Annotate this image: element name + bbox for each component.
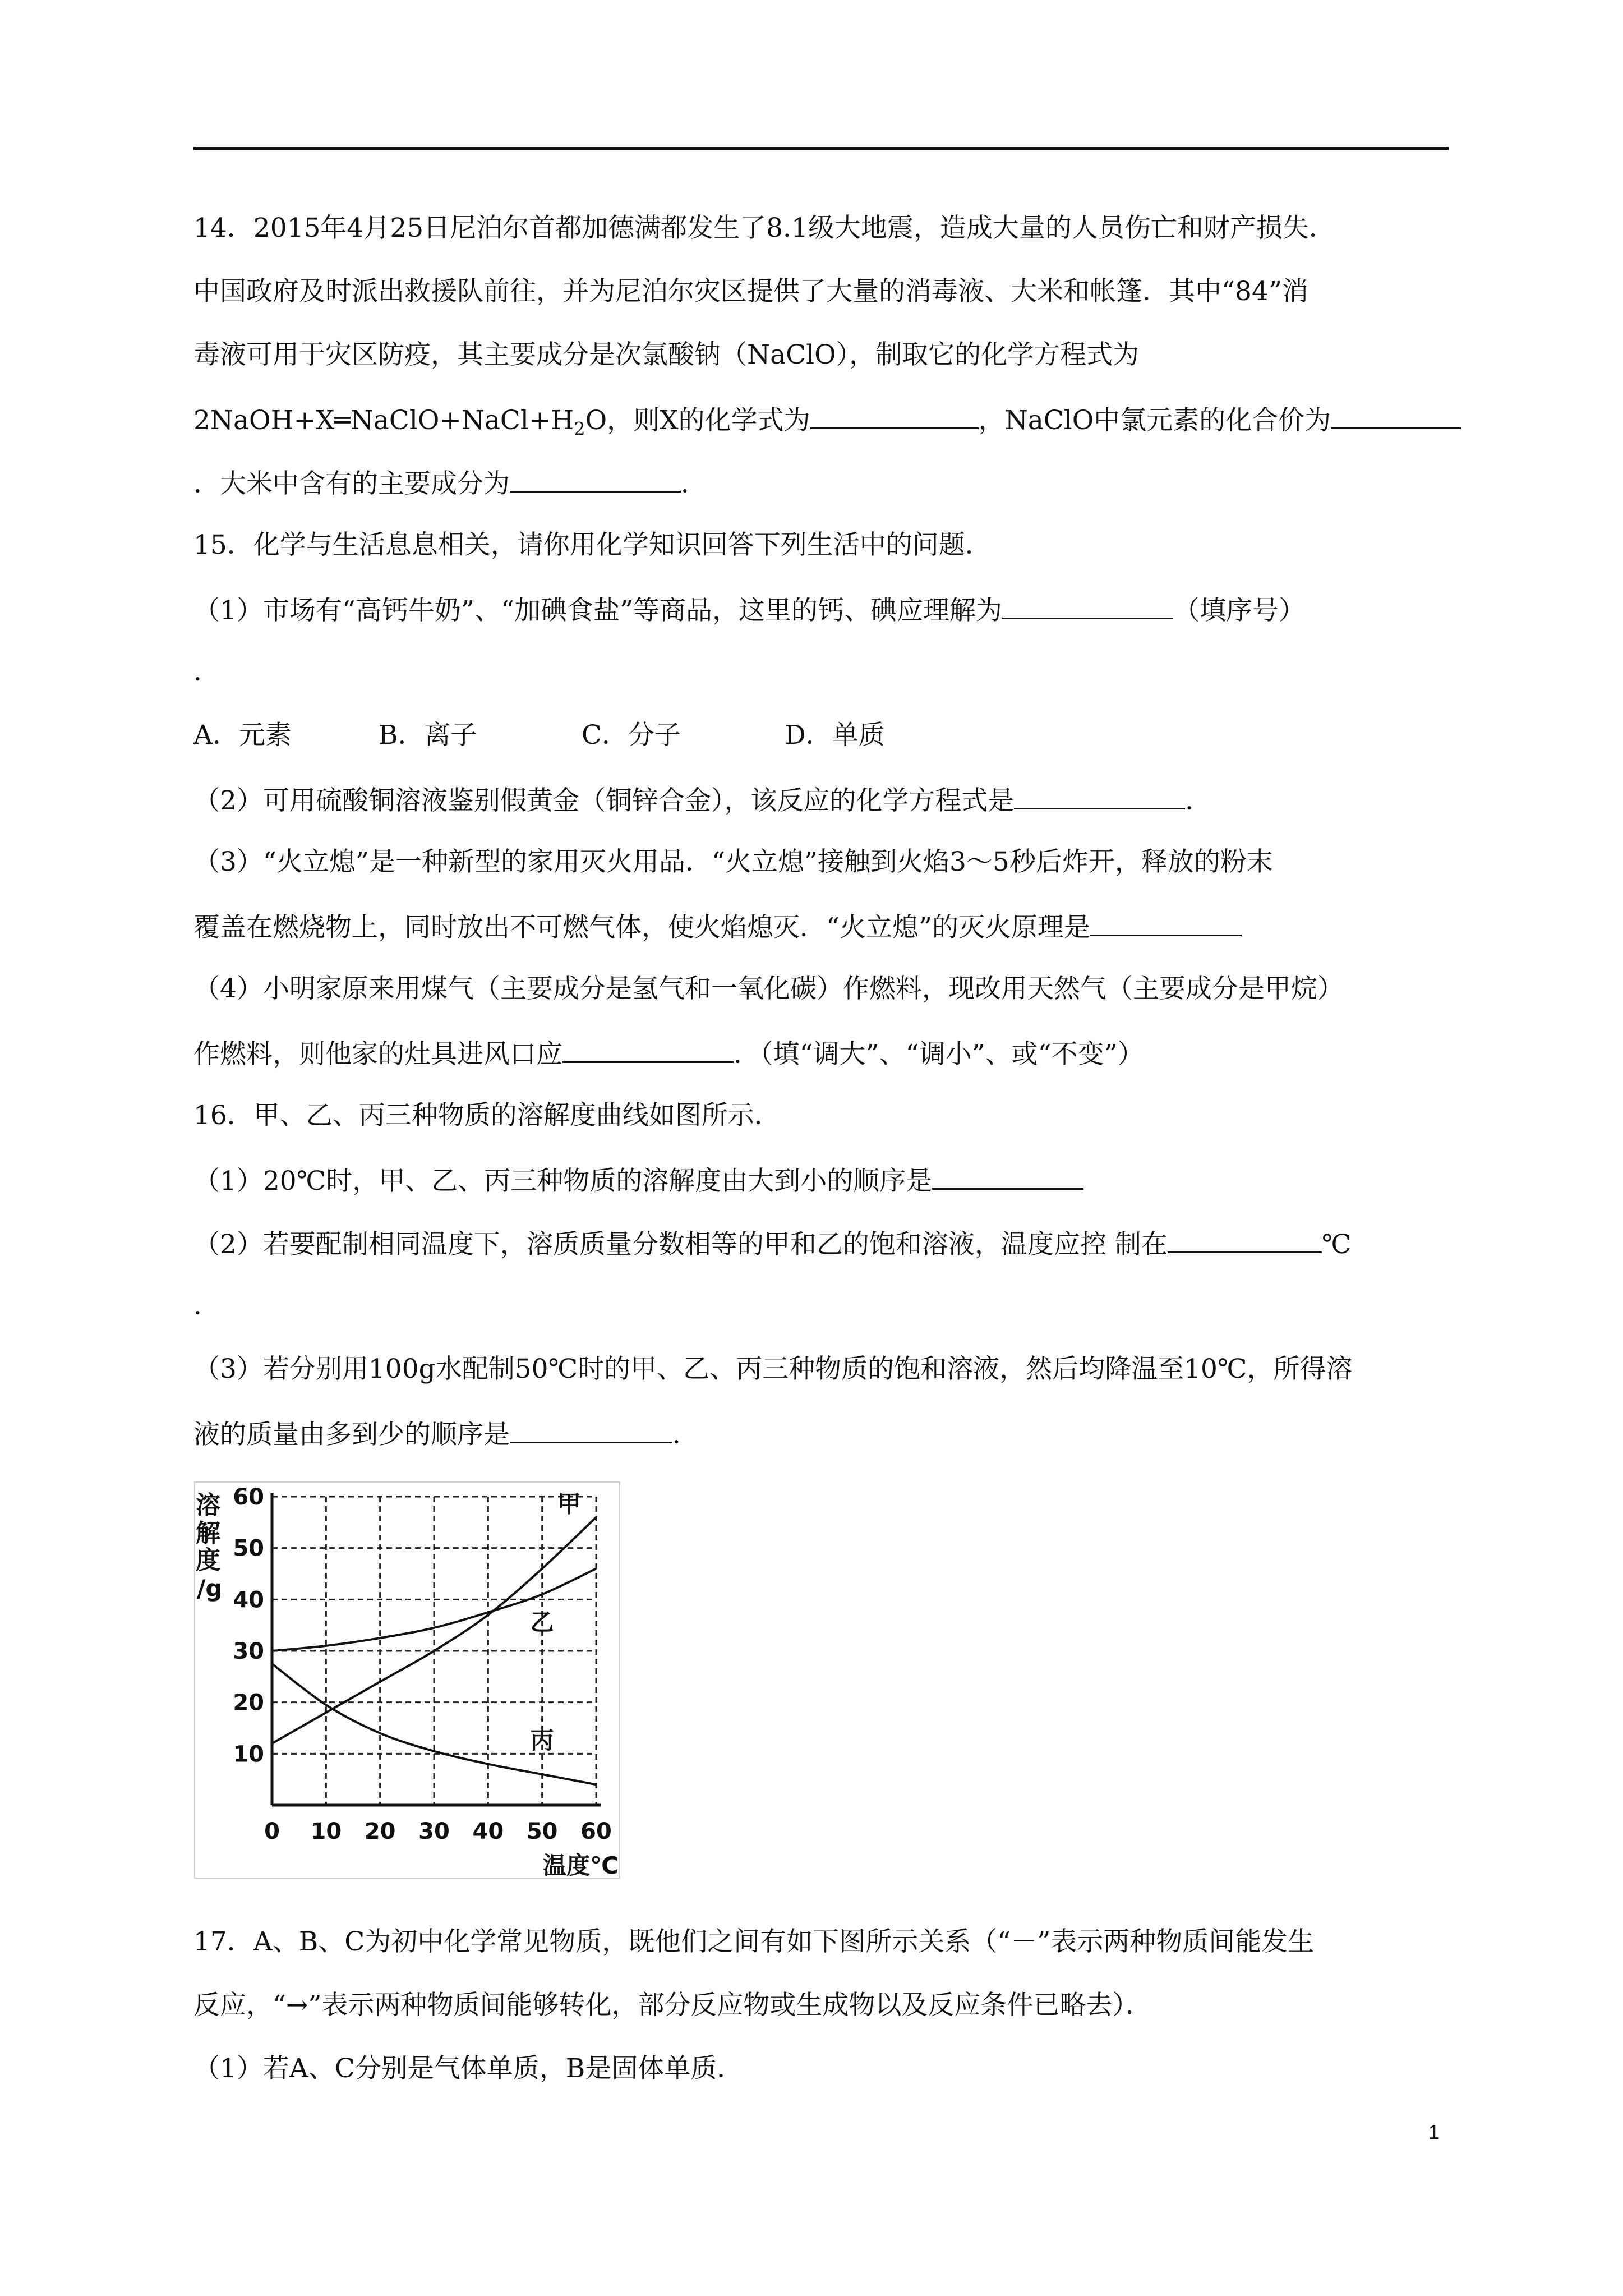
q15-part-1-end: ． xyxy=(193,656,220,687)
q15-text: （1）市场有“高钙牛奶”、“加碘食盐”等商品，这里的钙、碘应理解为 xyxy=(193,595,1003,626)
q17-line-2: 反应，“→”表示两种物质间能够转化，部分反应物或生成物以及反应条件已略去）． xyxy=(193,1990,1152,2021)
q15-text: ． xyxy=(1185,785,1212,816)
y-tick-label: 40 xyxy=(233,1587,264,1613)
y-tick-label: 50 xyxy=(233,1535,264,1562)
y-tick-label: 30 xyxy=(233,1639,264,1664)
q16-answer-blank-1[interactable] xyxy=(932,1162,1083,1190)
x-tick-label: 20 xyxy=(364,1819,396,1844)
q15-text: （填序号） xyxy=(1173,595,1306,626)
q17-line-1: 17．A、B、C为初中化学常见物质，既他们之间有如下图所示关系（“－”表示两种物质间能发生 xyxy=(193,1926,1315,1957)
q14-line-5 xyxy=(193,465,1449,501)
q17-part-1: （1）若A、C分别是气体单质，B是固体单质． xyxy=(193,2053,744,2084)
page-number: 1 xyxy=(1428,2120,1440,2143)
q16-text: （1）20℃时，甲、乙、丙三种物质的溶解度由大到小的顺序是 xyxy=(193,1166,933,1197)
q16-text: （2）若要配制相同温度下，溶质质量分数相等的甲和乙的饱和溶液，温度应控 制在 xyxy=(193,1229,1168,1260)
q16-answer-blank-3[interactable] xyxy=(510,1416,672,1443)
q15-part-3-line-2 xyxy=(193,909,1449,945)
q15-options xyxy=(193,719,1449,752)
q14-line-1: 14．2015年4月25日尼泊尔首都加德满都发生了8.1级大地震，造成大量的人员伤亡和财产损失． xyxy=(193,213,1335,243)
q14-line-4 xyxy=(193,402,1449,445)
q15-part-2 xyxy=(193,782,1449,818)
x-tick-label: 10 xyxy=(310,1819,342,1844)
q15-text: （2）可用硫酸铜溶液鉴别假黄金（铜锌合金），该反应的化学方程式是 xyxy=(193,785,1015,816)
y-axis-label: 解 xyxy=(196,1519,220,1548)
q15-stem: 15．化学与生活息息相关，请你用化学知识回答下列生活中的问题． xyxy=(193,530,992,560)
q16-part-1 xyxy=(193,1162,1449,1198)
solubility-chart xyxy=(193,1481,621,1879)
q16-answer-blank-2[interactable] xyxy=(1168,1226,1322,1253)
series-label-2: 乙 xyxy=(530,1608,554,1636)
q16-part-3-line-1: （3）若分别用100g水配制50℃时的甲、乙、丙三种物质的饱和溶液，然后均降温至10℃，所得溶 xyxy=(193,1354,1353,1384)
x-tick-label: 50 xyxy=(526,1819,558,1844)
y-tick-label: 10 xyxy=(233,1741,264,1768)
q16-part-2 xyxy=(193,1226,1449,1262)
x-tick-label: 30 xyxy=(418,1819,450,1844)
q15-option-a: A．元素 xyxy=(193,720,292,751)
q15-text: 覆盖在燃烧物上，同时放出不可燃气体，使火焰熄灭．“火立熄”的灭火原理是 xyxy=(193,912,1091,943)
q15-part-4-line-2 xyxy=(193,1036,1449,1071)
q14-line-2: 中国政府及时派出救援队前往，并为尼泊尔灾区提供了大量的消毒液、大米和帐篷．其中“84”消 xyxy=(193,276,1308,307)
q15-answer-blank-1[interactable] xyxy=(1002,592,1173,619)
q15-part-4-line-1: （4）小明家原来用煤气（主要成分是氢气和一氧化碳）作燃料，现改用天然气（主要成分是甲烷） xyxy=(193,973,1344,1004)
q15-answer-blank-3[interactable] xyxy=(1090,909,1242,936)
q15-part-1 xyxy=(193,592,1449,628)
q16-text: ℃ xyxy=(1321,1229,1352,1260)
y-axis-label: 度 xyxy=(196,1546,220,1575)
q14-answer-blank-1[interactable] xyxy=(810,402,979,429)
q14-text: ，NaClO中氯元素的化合价为 xyxy=(978,405,1331,436)
q15-answer-blank-2[interactable] xyxy=(1014,782,1185,809)
q14-answer-blank-2[interactable] xyxy=(1331,402,1461,429)
q15-answer-blank-4[interactable] xyxy=(562,1036,734,1063)
q15-text: 作燃料，则他家的灶具进风口应 xyxy=(193,1039,562,1070)
q14-equation-part: 2NaOH+X═NaClO+NaCl+H xyxy=(193,405,574,436)
q16-text: ． xyxy=(672,1419,699,1450)
q15-option-d: D．单质 xyxy=(785,720,885,751)
y-tick-label: 60 xyxy=(233,1484,264,1510)
series-label-1: 甲 xyxy=(557,1490,581,1518)
x-axis-label: 温度℃ xyxy=(543,1852,619,1879)
q14-text: ． xyxy=(681,468,707,499)
q14-text: O，则X的化学式为 xyxy=(585,405,810,436)
q15-option-b: B．离子 xyxy=(379,720,477,751)
series-label-3: 丙 xyxy=(530,1727,554,1755)
x-tick-label: 60 xyxy=(580,1819,612,1844)
q16-part-2-end: ． xyxy=(193,1290,220,1321)
q14-answer-blank-3[interactable] xyxy=(510,465,681,493)
q14-line-3: 毒液可用于灾区防疫，其主要成分是次氯酸钠（NaClO），制取它的化学方程式为 xyxy=(193,339,1140,370)
q16-stem: 16．甲、乙、丙三种物质的溶解度曲线如图所示． xyxy=(193,1100,781,1131)
y-axis-label-unit: /g xyxy=(197,1575,223,1602)
x-tick-label: 40 xyxy=(472,1819,504,1844)
q15-text: ．（填“调大”、“调小”、或“不变”） xyxy=(734,1039,1144,1070)
q16-text: 液的质量由多到少的顺序是 xyxy=(193,1419,510,1450)
header-rule xyxy=(193,147,1449,150)
q15-part-3-line-1: （3）“火立熄”是一种新型的家用灭火用品．“火立熄”接触到火焰3～5秒后炸开，释放的粉末 xyxy=(193,846,1273,877)
q15-option-c: C．分子 xyxy=(582,720,681,751)
q14-text: ．大米中含有的主要成分为 xyxy=(193,468,510,499)
y-tick-label: 20 xyxy=(233,1690,264,1716)
q16-part-3-line-2 xyxy=(193,1416,1449,1452)
y-axis-label: 溶 xyxy=(196,1491,220,1520)
x-tick-label: 0 xyxy=(264,1819,280,1844)
q14-subscript: 2 xyxy=(574,418,585,440)
